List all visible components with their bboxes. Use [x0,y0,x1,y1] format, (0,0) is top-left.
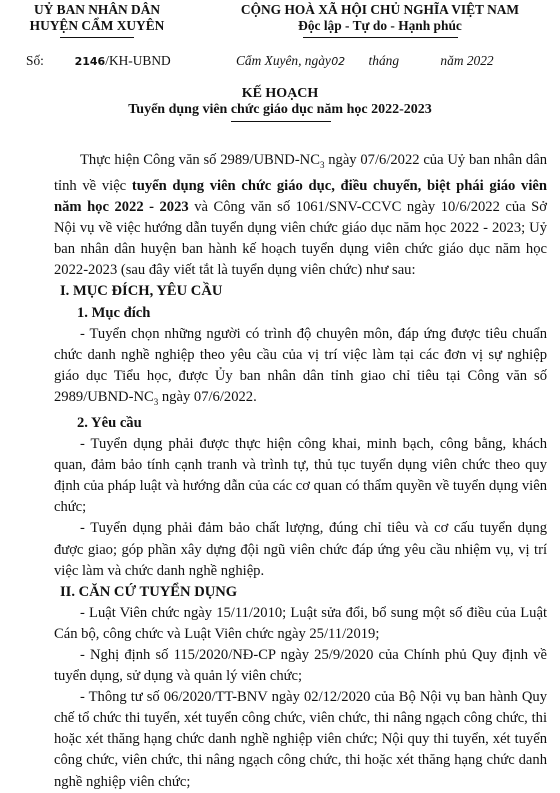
date-year: năm 2022 [440,53,494,68]
requirement-item: - Tuyển dụng phải đảm bảo chất lượng, đúng chỉ tiêu và cơ cấu tuyển dụng được giao; góp phần xây dựng đội ngũ viên chức đáp ứng yêu cầu nhiệm vụ, vị trí việc làm và chức danh nghề nghiệp. [54,520,547,579]
section-1-1-heading: 1. Mục đích [77,304,151,321]
national-motto [212,2,548,34]
document-title: Tuyển dụng viên chức giáo dục năm học 2022-2023 [128,102,432,117]
motto-underline [303,37,458,38]
intro-bold-subject: tuyển dụng viên chức giáo dục, điều chuyển, biệt phái giáo viên năm học 2022 - 2023 [54,178,547,216]
intro-text-3: và Công văn số 1061/SNV-CCVC ngày 10/6/2022 của Sở Nội vụ về việc hướng dẫn tuyển dụng viên chức giáo dục năm học 2022 - 2023; Uỷ ban nhân dân huyện ban hành kế hoạch tuyển dụng viên chức giáo dục năm học 2022-2023 (sau đây viết tắt là tuyển dụng viên chức) như sau: [54,199,547,279]
date-month-label: tháng [368,53,400,68]
legal-basis-item: - Nghị định số 115/2020/NĐ-CP ngày 25/9/2020 của Chính phủ Quy định về tuyển dụng, sử dụng và quản lý viên chức; [54,646,547,685]
number-suffix: /KH-UBND [105,53,171,68]
purpose-text: - Tuyển chọn những người có trình độ chuyên môn, đáp ứng được tiêu chuẩn chức danh nghề nghiệp theo yêu cầu của vị trí việc làm tại các đơn vị sự nghiệp giáo dục Tiểu học, được Ủy ban nhân dân tỉnh giao chỉ tiêu tại Công văn số 2989/UBND-NC [54,325,547,405]
document-type: KẾ HOẠCH [241,86,319,101]
document-body [54,150,547,793]
section-1-heading: I. MỤC ĐÍCH, YÊU CẦU [60,283,223,300]
legal-basis-item: - Thông tư số 06/2020/TT-BNV ngày 02/12/2020 của Bộ Nội vụ ban hành Quy chế tổ chức thi tuyển, xét tuyển công chức, viên chức, thi nâng ngạch công chức, thi hoặc xét thăng hạng chức danh nghề nghiệp viên chức; Nội quy thi tuyển, xét tuyển công chức, viên chức, thi nâng ngạch công chức, thi hoặc xét thăng hạng chức danh nghề nghiệp viên chức; [54,689,547,790]
national-slogan: Độc lập - Tự do - Hạnh phúc [298,18,462,33]
national-name: CỘNG HOÀ XÃ HỘI CHỦ NGHĨA VIỆT NAM [240,2,520,17]
purpose-text-end: ngày 07/6/2022. [158,388,257,405]
authority-underline [60,37,134,38]
section-1-2-heading: 2. Yêu cầu [77,414,142,431]
number-label: Số: [26,53,44,68]
title-underline [231,121,331,122]
issuing-authority-line2: HUYỆN CẨM XUYÊN [29,18,165,33]
section-1-1-text [54,324,547,413]
date-day: 02 [331,55,346,68]
legal-basis-item: - Luật Viên chức ngày 15/11/2010; Luật sửa đổi, bổ sung một số điều của Luật Cán bộ, công chức và Luật Viên chức ngày 25/11/2019; [54,604,547,642]
issuing-authority-line1: UỶ BAN NHÂN DÂN [33,2,161,17]
document-number [26,53,171,69]
issuing-authority [22,2,172,34]
place-date-prefix: Cẩm Xuyên, ngày [236,53,331,68]
place-and-date [236,53,494,69]
intro-subscript: 3 [319,159,325,170]
intro-text-2: ngày 07/6/2022 của Uỷ ban nhân dân tỉnh về việc [54,152,547,194]
intro-paragraph [54,150,547,281]
section-2-heading: II. CĂN CỨ TUYỂN DỤNG [60,583,238,600]
intro-text-1: Thực hiện Công văn số 2989/UBND-NC [80,152,320,168]
requirement-item: - Tuyển dụng phải được thực hiện công khai, minh bạch, công bằng, khách quan, đảm bảo tính cạnh tranh và trình tự, thủ tục tuyển dụng viên chức theo quy định của pháp luật và hướng dẫn của các cơ quan có thẩm quyền về tuyển dụng viên chức; [54,436,547,516]
number-value: 2146 [74,55,106,68]
purpose-subscript: 3 [153,396,159,407]
